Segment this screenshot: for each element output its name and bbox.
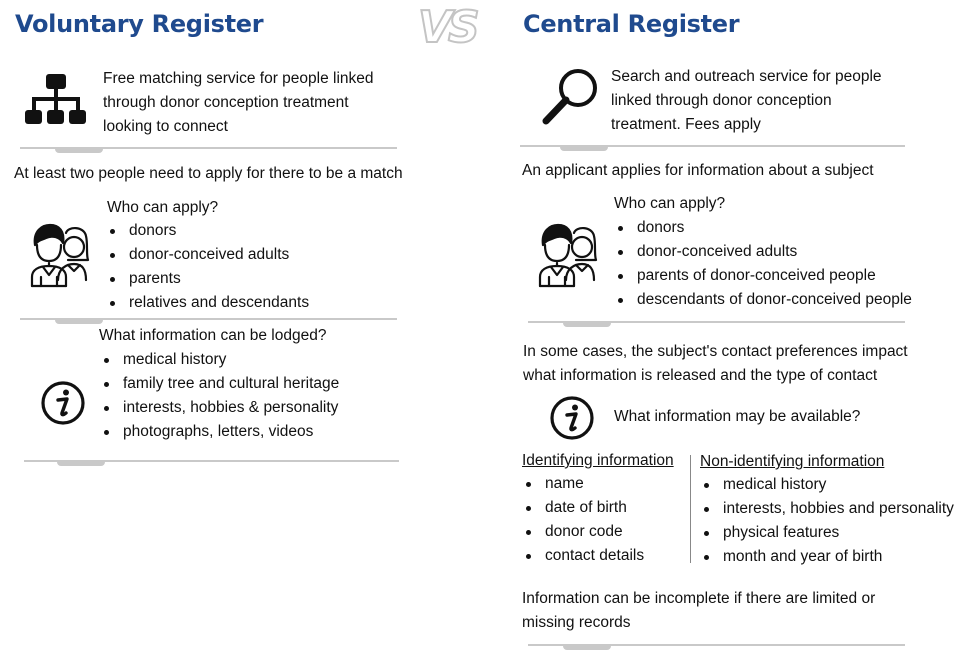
voluntary-who-heading: Who can apply? [107,199,219,216]
non-identifying-list [700,473,954,569]
list-item: parents of donor-conceived people [614,264,912,288]
list-item: donors [106,219,309,243]
voluntary-who-list [106,219,309,315]
incomplete-note [522,587,875,635]
central-intro-line: treatment. Fees apply [611,116,761,133]
voluntary-intro-line: through donor conception treatment [103,94,349,111]
list-item: medical history [100,348,339,372]
divider-tab [563,323,611,327]
divider-tab [55,320,103,324]
identifying-list [522,472,644,568]
voluntary-intro [103,67,374,139]
divider-tab [57,462,105,466]
identifying-heading: Identifying information [522,452,674,469]
list-item: relatives and descendants [106,291,309,315]
match-note: At least two people need to apply for there to be a match [14,165,403,182]
magnifier-icon [540,66,602,128]
list-item: donors [614,216,912,240]
voluntary-intro-line: Free matching service for people linked [103,70,374,87]
list-item: photographs, letters, videos [100,420,339,444]
applicant-note: An applicant applies for information about a subject [522,162,874,179]
central-intro-line: linked through donor conception [611,92,832,109]
divider-tab [560,147,608,151]
list-item: family tree and cultural heritage [100,372,339,396]
list-item: contact details [522,544,644,568]
info-icon [549,395,595,441]
list-item: donor-conceived adults [106,243,309,267]
list-item: donor code [522,520,644,544]
list-item: date of birth [522,496,644,520]
available-heading: What information may be available? [614,408,861,425]
list-item: donor-conceived adults [614,240,912,264]
list-item: month and year of birth [700,545,954,569]
central-who-list [614,216,912,312]
list-item: physical features [700,521,954,545]
info-icon [40,380,86,426]
people-icon [536,220,598,288]
preferences-note-line: what information is released and the type of contact [523,367,878,384]
voluntary-info-heading: What information can be lodged? [99,327,327,344]
list-item: interests, hobbies & personality [100,396,339,420]
column-separator [690,455,691,563]
central-who-heading: Who can apply? [614,195,726,212]
central-intro [611,65,882,137]
people-icon [28,220,90,288]
vs-label: VS [418,2,476,53]
central-register-title: Central Register [523,10,740,38]
list-item: parents [106,267,309,291]
preferences-note-line: In some cases, the subject's contact preferences impact [523,343,908,360]
incomplete-note-line: Information can be incomplete if there are limited or [522,590,876,607]
list-item: interests, hobbies and personality [700,497,954,521]
divider-tab [563,646,611,650]
central-intro-line: Search and outreach service for people [611,68,882,85]
incomplete-note-line: missing records [522,614,631,631]
list-item: name [522,472,644,496]
non-identifying-heading: Non-identifying information [700,453,885,470]
org-chart-icon [24,72,88,128]
voluntary-info-list [100,348,339,444]
preferences-note [523,340,908,388]
list-item: medical history [700,473,954,497]
voluntary-register-title: Voluntary Register [15,10,264,38]
divider-tab [55,149,103,153]
list-item: descendants of donor-conceived people [614,288,912,312]
voluntary-intro-line: looking to connect [103,118,228,135]
